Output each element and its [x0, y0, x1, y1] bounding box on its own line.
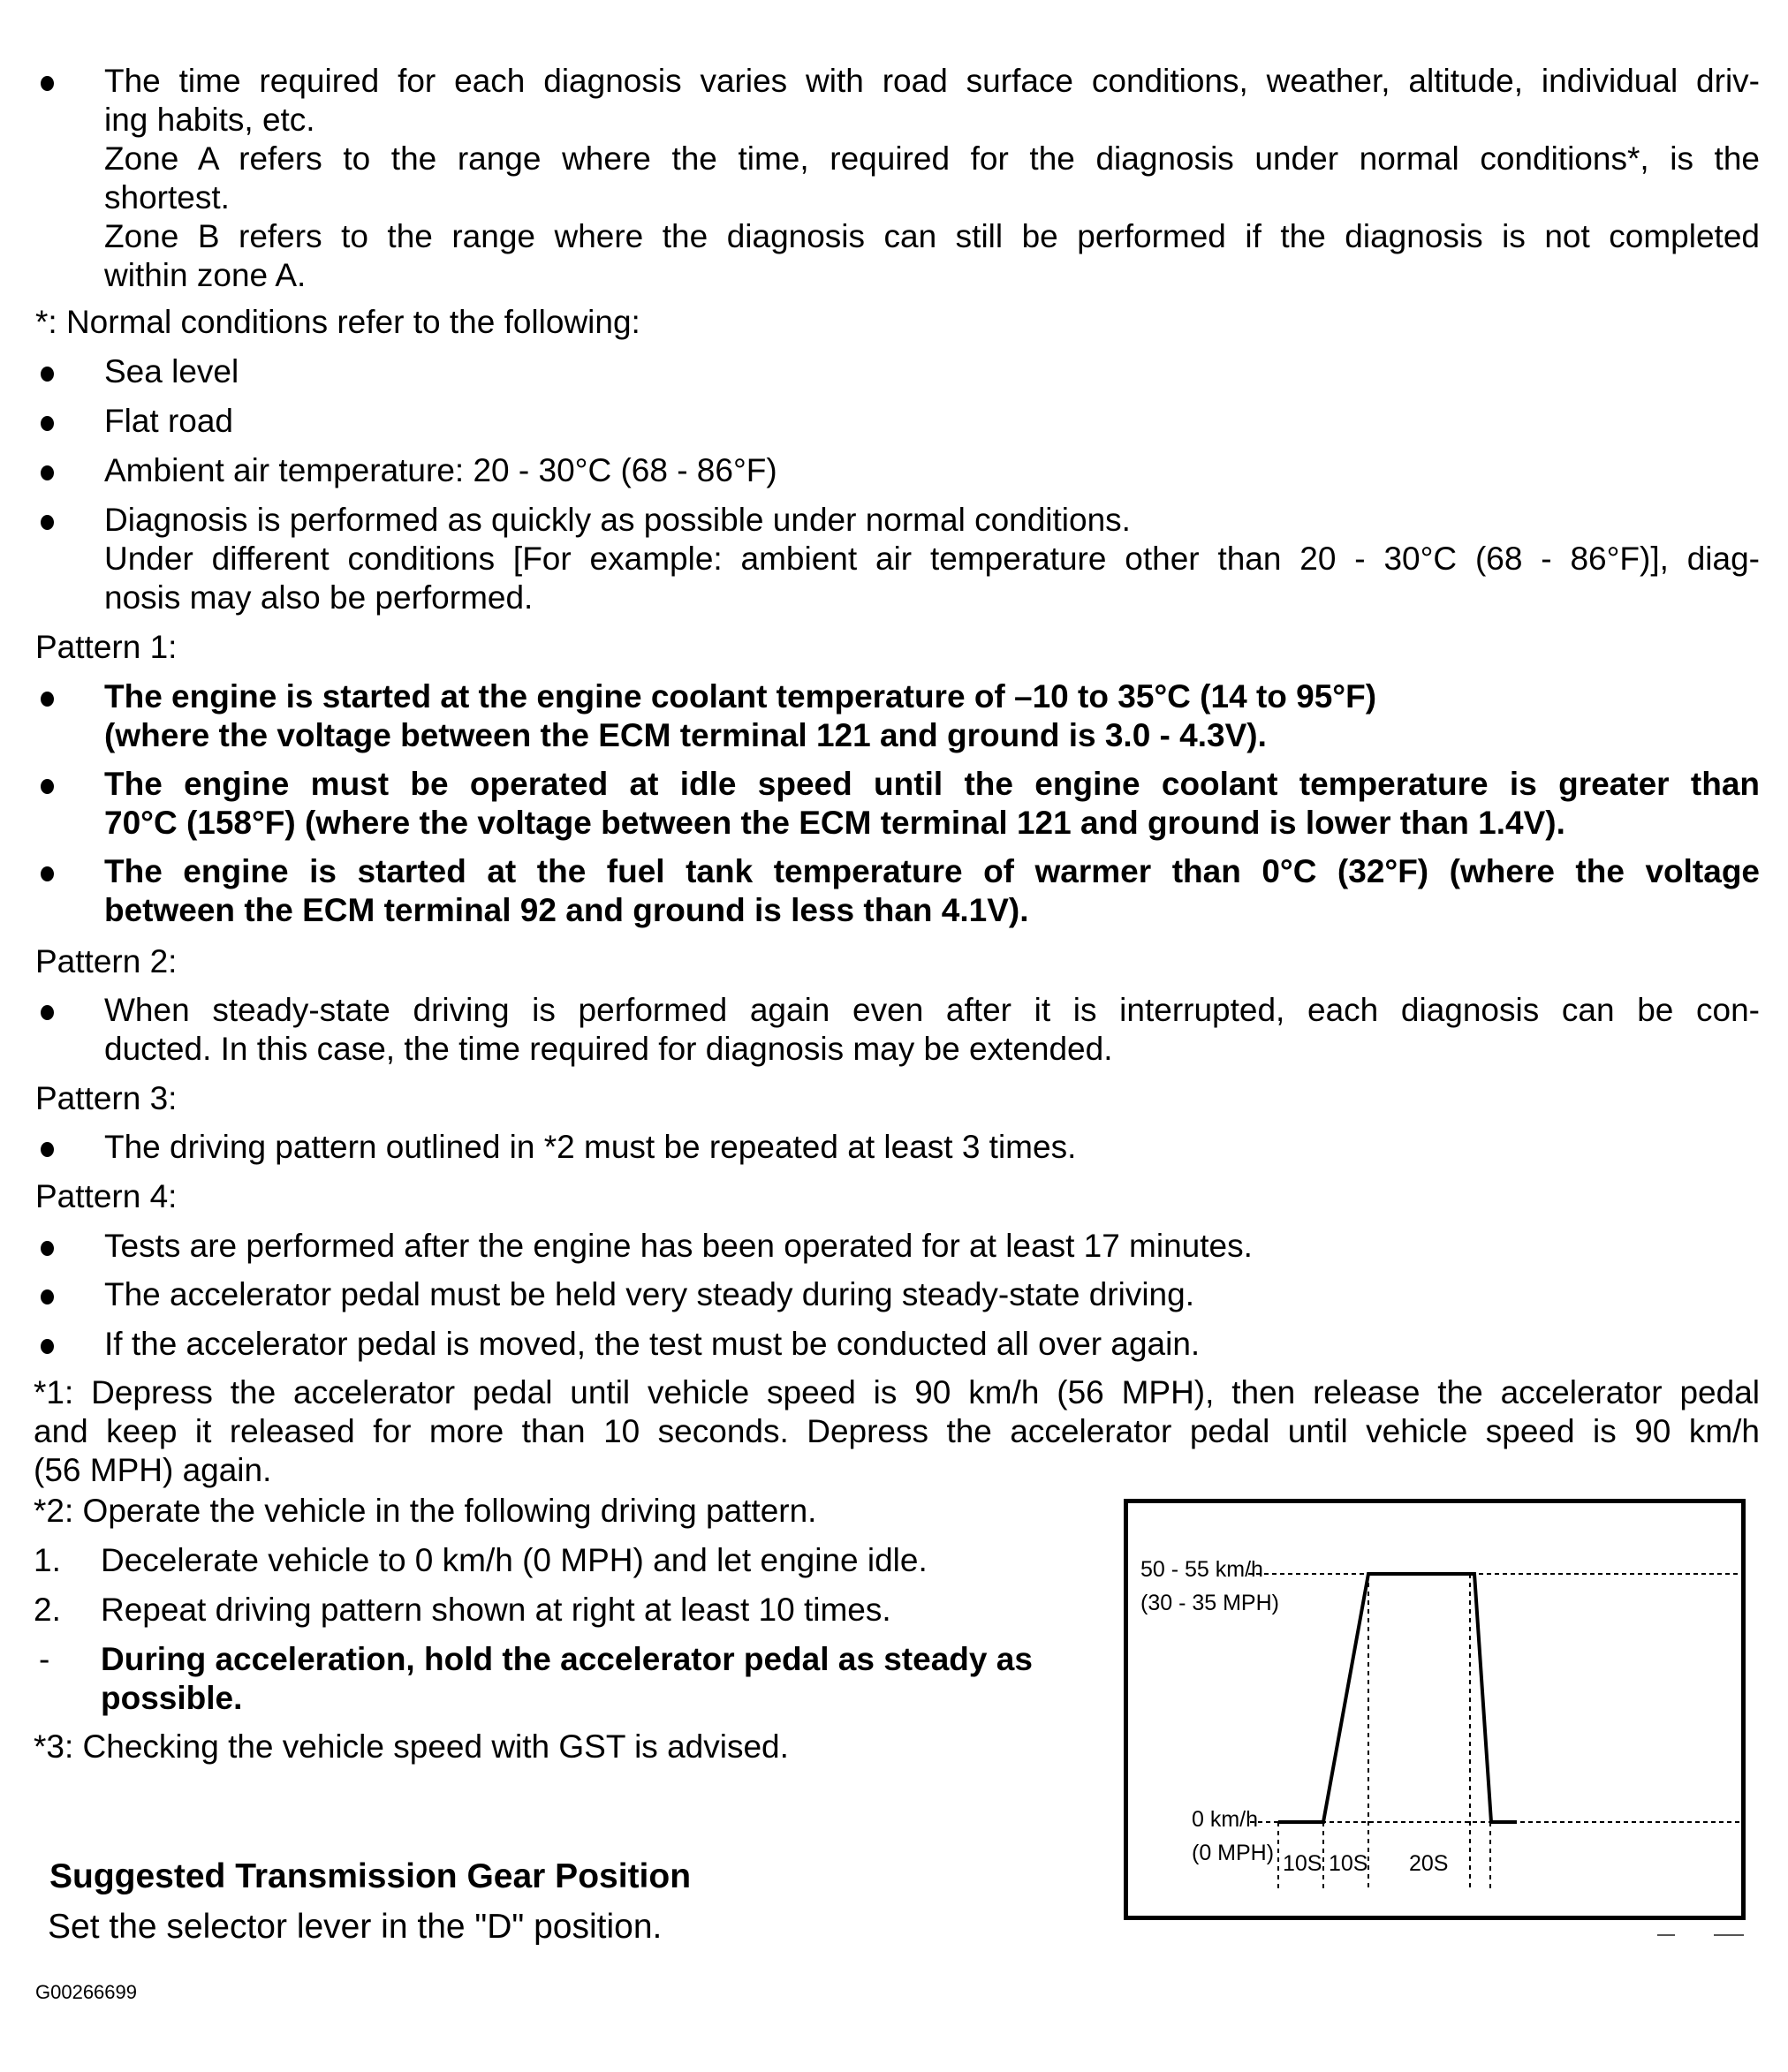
- intro-line-1: The time required for each diagnosis varies with road surface conditions, weather, altitude, individual driv-: [104, 63, 1760, 99]
- scan-artifact: [1657, 1934, 1675, 1936]
- bullet-dot-icon: [41, 1289, 54, 1304]
- gear-position-heading: Suggested Transmission Gear Position: [49, 1857, 692, 1895]
- bullet-dot-icon: [41, 76, 54, 91]
- figure-id: G00266699: [35, 1981, 137, 2003]
- pattern-4-item: The accelerator pedal must be held very steady during steady-state driving.: [35, 1275, 1760, 1314]
- pattern-3-label: Pattern 3:: [35, 1080, 178, 1116]
- bullet-dot-icon: [41, 515, 54, 530]
- note-2-step: 2. Repeat driving pattern shown at right at least 10 times.: [34, 1592, 891, 1628]
- pattern-2-label: Pattern 2:: [35, 943, 178, 979]
- bullet-dot-icon: [41, 1241, 54, 1256]
- speed-profile-line: [1278, 1574, 1517, 1822]
- high-speed-label-mph: (30 - 35 MPH): [1140, 1591, 1279, 1615]
- condition-item: Diagnosis is performed as quickly as possible under normal conditions. Under different conditions [For example: ambient air temperature other than 20 - 30°C (68 - 86°F)], diag- nosis may also be performed.: [35, 501, 1760, 617]
- zone-a-line-2: shortest.: [104, 179, 230, 216]
- pattern-3-item: The driving pattern outlined in *2 must be repeated at least 3 times.: [35, 1128, 1760, 1167]
- segment-label-cruise: 20S: [1409, 1851, 1449, 1876]
- bullet-dot-icon: [41, 1142, 54, 1157]
- bullet-dot-icon: [41, 1005, 54, 1020]
- bullet-dot-icon: [41, 692, 54, 707]
- pattern-1-label: Pattern 1:: [35, 629, 178, 665]
- pattern-1-item: The engine is started at the engine coolant temperature of –10 to 35°C (14 to 95°F) (where the voltage between the ECM terminal 121 and ground is 3.0 - 4.3V).: [35, 677, 1760, 755]
- condition-item: Ambient air temperature: 20 - 30°C (68 - 86°F): [35, 451, 1760, 490]
- note-3: *3: Checking the vehicle speed with GST is advised.: [34, 1728, 789, 1765]
- condition-item: Sea level: [35, 352, 1760, 391]
- segment-label-idle: 10S: [1283, 1851, 1322, 1876]
- pattern-2-item: When steady-state driving is performed again even after it is interrupted, each diagnosis can be con- ducted. In this case, the time required for diagnosis may be extended.: [35, 991, 1760, 1069]
- bullet-dot-icon: [41, 1339, 54, 1354]
- intro-bullet: [35, 62, 1760, 295]
- driving-pattern-chart: [1124, 1499, 1746, 1920]
- high-speed-label-kmh: 50 - 55 km/h: [1140, 1557, 1263, 1582]
- note-2-label: *2: Operate the vehicle in the following driving pattern.: [34, 1493, 817, 1529]
- bullet-dot-icon: [41, 465, 54, 480]
- segment-label-accelerate: 10S: [1329, 1851, 1368, 1876]
- pattern-1-item: The engine must be operated at idle speed until the engine coolant temperature is greater than 70°C (158°F) (where the voltage between the ECM terminal 121 and ground is lower than 1.4V).: [35, 765, 1760, 843]
- note-1: *1: Depress the accelerator pedal until vehicle speed is 90 km/h (56 MPH), then release the accelerator pedal and keep it released for more than 10 seconds. Depress the accelerator pedal until vehicle speed is 90 km/h (56 MPH) again.: [34, 1374, 1760, 1488]
- gear-position-text: Set the selector lever in the "D" position.: [48, 1908, 663, 1946]
- zero-speed-label-kmh: 0 km/h: [1192, 1807, 1259, 1832]
- note-2-step: 1. Decelerate vehicle to 0 km/h (0 MPH) and let engine idle.: [34, 1542, 928, 1578]
- normal-conditions-label: *: Normal conditions refer to the following:: [35, 304, 640, 340]
- intro-line-2: ing habits, etc.: [104, 102, 315, 138]
- pattern-4-item: If the accelerator pedal is moved, the test must be conducted all over again.: [35, 1325, 1760, 1364]
- zone-b-line-2: within zone A.: [104, 257, 307, 293]
- zone-b-line-1: Zone B refers to the range where the diagnosis can still be performed if the diagnosis is not completed: [104, 218, 1760, 254]
- dash-icon: -: [39, 1641, 50, 1677]
- pattern-4-item: Tests are performed after the engine has been operated for at least 17 minutes.: [35, 1227, 1760, 1266]
- note-2-caution: - During acceleration, hold the accelerator pedal as steady as possible.: [39, 1641, 1033, 1716]
- pattern-4-label: Pattern 4:: [35, 1178, 178, 1214]
- zone-a-line-1: Zone A refers to the range where the time, required for the diagnosis under normal conditions*, is the: [104, 140, 1760, 177]
- bullet-dot-icon: [41, 367, 54, 382]
- scan-artifact: [1714, 1934, 1744, 1936]
- bullet-dot-icon: [41, 416, 54, 431]
- bullet-dot-icon: [41, 779, 54, 794]
- condition-item: Flat road: [35, 402, 1760, 441]
- zero-speed-label-mph: (0 MPH): [1192, 1841, 1275, 1865]
- bullet-dot-icon: [41, 866, 54, 881]
- pattern-1-item: The engine is started at the fuel tank temperature of warmer than 0°C (32°F) (where the voltage between the ECM terminal 92 and ground is less than 4.1V).: [35, 852, 1760, 930]
